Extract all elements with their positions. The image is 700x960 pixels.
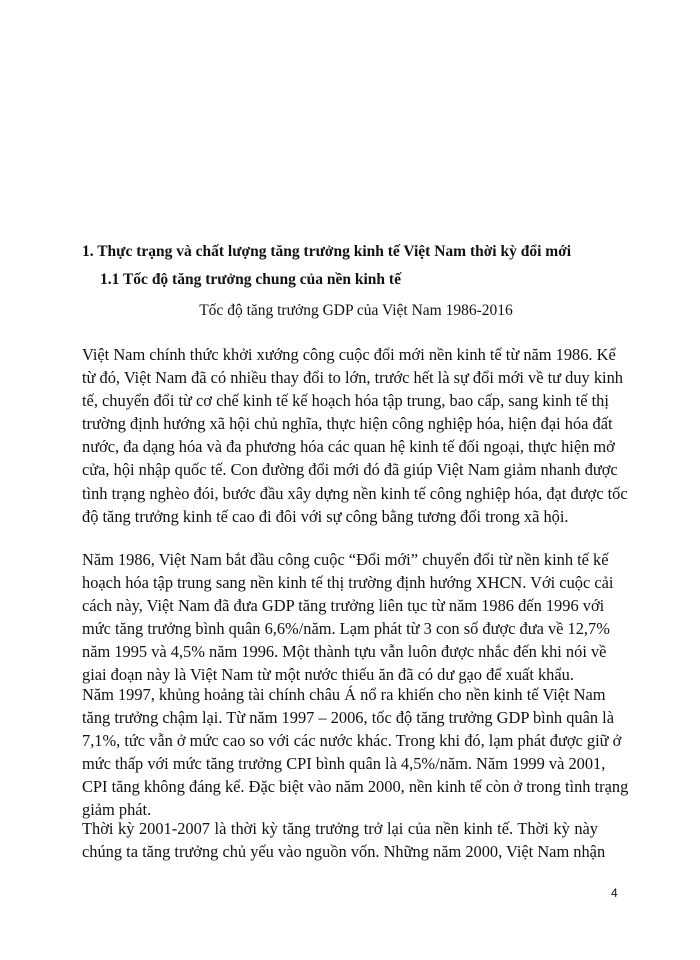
paragraph-doi-moi-overview <box>82 343 628 528</box>
paragraph-line: cách này, Việt Nam đã đưa GDP tăng trưởng liên tục từ năm 1986 đến 1996 với <box>82 596 605 616</box>
subsection-heading: 1.1 Tốc độ tăng trưởng chung của nền kinh tế <box>100 271 401 288</box>
paragraph-line: tình trạng nghèo đói, bước đầu xây dựng nền kinh tế công nghiệp hóa, đạt được tốc <box>82 483 628 503</box>
paragraph-line: giai đoạn này là Việt Nam từ một nước thiếu ăn đã có dư gạo để xuất khẩu. <box>82 665 574 685</box>
paragraph-line: năm 1995 và 4,5% năm 1996. Một thành tựu vẫn luôn được nhắc đến khi nói về <box>82 642 607 662</box>
paragraph-line: độ tăng trưởng kinh tế cao đi đôi với sự công bằng tương đối trong xã hội. <box>82 506 569 526</box>
paragraph-line: tế, chuyển đổi từ cơ chế kinh tế kế hoạch hóa tập trung, bao cấp, sang kinh tế thị <box>82 391 609 411</box>
paragraph-1986-reform <box>82 548 614 687</box>
paragraph-line: giảm phát. <box>82 800 152 820</box>
paragraph-line: cửa, hội nhập quốc tế. Con đường đổi mới đó đã giúp Việt Nam giảm nhanh được <box>82 460 618 480</box>
paragraph-2001-2007-growth <box>82 817 606 863</box>
chart-caption: Tốc độ tăng trưởng GDP của Việt Nam 1986-2016 <box>199 302 513 319</box>
paragraph-line: nước, đa dạng hóa và đa phương hóa các quan hệ kinh tế đối ngoại, thực hiện mở <box>82 437 615 457</box>
paragraph-line: chúng ta tăng trưởng chủ yếu vào nguồn vốn. Những năm 2000, Việt Nam nhận <box>82 842 606 862</box>
paragraph-line: từ đó, Việt Nam đã có nhiều thay đổi to lớn, trước hết là sự đổi mới về tư duy kinh <box>82 368 623 388</box>
paragraph-line: tăng trưởng chậm lại. Từ năm 1997 – 2006, tốc độ tăng trưởng GDP bình quân là <box>82 708 614 728</box>
paragraph-line: mức thấp với mức tăng trưởng CPI bình quân là 4,5%/năm. Năm 1999 và 2001, <box>82 754 606 774</box>
paragraph-line: trường định hướng xã hội chủ nghĩa, thực hiện công nghiệp hóa, hiện đại hóa đất <box>82 414 613 434</box>
paragraph-line: hoạch hóa tập trung sang nền kinh tế thị trường định hướng XHCN. Với cuộc cải <box>82 573 614 593</box>
paragraph-line: Việt Nam chính thức khởi xướng công cuộc đổi mới nền kinh tế từ năm 1986. Kể <box>82 345 616 364</box>
paragraph-line: Thời kỳ 2001-2007 là thời kỳ tăng trưởng trở lại của nền kinh tế. Thời kỳ này <box>82 819 598 838</box>
paragraph-line: 7,1%, tức vẫn ở mức cao so với các nước khác. Trong khi đó, lạm phát được giữ ở <box>82 731 622 751</box>
page-number: 4 <box>611 886 618 900</box>
paragraph-1997-crisis <box>82 683 629 822</box>
paragraph-line: Năm 1997, khủng hoảng tài chính châu Á nổ ra khiến cho nền kinh tế Việt Nam <box>82 685 606 704</box>
section-heading: 1. Thực trạng và chất lượng tăng trưởng kinh tế Việt Nam thời kỳ đổi mới <box>82 243 572 260</box>
paragraph-line: Năm 1986, Việt Nam bắt đầu công cuộc “Đổi mới” chuyển đổi từ nền kinh tế kế <box>82 550 609 569</box>
paragraph-line: CPI tăng không đáng kể. Đặc biệt vào năm 2000, nền kinh tế còn ở trong tình trạng <box>82 777 629 797</box>
paragraph-line: mức tăng trưởng bình quân 6,6%/năm. Lạm phát từ 3 con số được đưa về 12,7% <box>82 619 610 639</box>
